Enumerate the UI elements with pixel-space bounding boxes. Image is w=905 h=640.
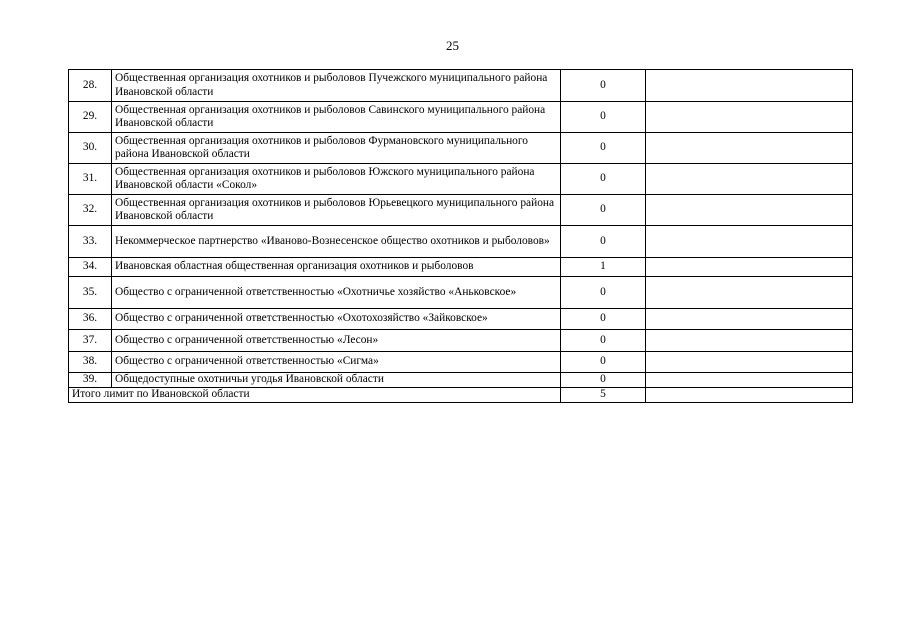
limit-value: 0 bbox=[561, 226, 646, 258]
table-row bbox=[69, 70, 853, 102]
organization-name: Ивановская областная общественная организация охотников и рыболовов bbox=[112, 258, 561, 277]
empty-cell bbox=[646, 388, 853, 403]
row-number: 37. bbox=[69, 330, 112, 352]
organization-name: Общество с ограниченной ответственностью «Лесон» bbox=[112, 330, 561, 352]
row-number: 39. bbox=[69, 373, 112, 388]
empty-cell bbox=[646, 258, 853, 277]
empty-cell bbox=[646, 330, 853, 352]
row-number: 38. bbox=[69, 352, 112, 373]
organization-name: Общество с ограниченной ответственностью «Охотничье хозяйство «Аньковское» bbox=[112, 277, 561, 309]
empty-cell bbox=[646, 102, 853, 133]
row-number: 34. bbox=[69, 258, 112, 277]
empty-cell bbox=[646, 164, 853, 195]
total-row bbox=[69, 388, 853, 403]
empty-cell bbox=[646, 195, 853, 226]
organization-name: Общественная организация охотников и рыболовов Фурмановского муниципального района Ивановской области bbox=[112, 133, 561, 164]
limit-value: 0 bbox=[561, 330, 646, 352]
table-row bbox=[69, 309, 853, 330]
empty-cell bbox=[646, 133, 853, 164]
table-row bbox=[69, 373, 853, 388]
row-number: 36. bbox=[69, 309, 112, 330]
limit-value: 0 bbox=[561, 373, 646, 388]
limit-value: 0 bbox=[561, 102, 646, 133]
row-number: 33. bbox=[69, 226, 112, 258]
limit-value: 0 bbox=[561, 277, 646, 309]
hunting-limits-table bbox=[68, 69, 853, 403]
empty-cell bbox=[646, 352, 853, 373]
empty-cell bbox=[646, 70, 853, 102]
limit-value: 1 bbox=[561, 258, 646, 277]
total-value: 5 bbox=[561, 388, 646, 403]
limit-value: 0 bbox=[561, 164, 646, 195]
row-number: 30. bbox=[69, 133, 112, 164]
empty-cell bbox=[646, 373, 853, 388]
empty-cell bbox=[646, 309, 853, 330]
table-row bbox=[69, 258, 853, 277]
table-row bbox=[69, 277, 853, 309]
limit-value: 0 bbox=[561, 309, 646, 330]
organization-name: Некоммерческое партнерство «Иваново-Вознесенское общество охотников и рыболовов» bbox=[112, 226, 561, 258]
table-row bbox=[69, 226, 853, 258]
empty-cell bbox=[646, 277, 853, 309]
organization-name: Общество с ограниченной ответственностью «Сигма» bbox=[112, 352, 561, 373]
table-row bbox=[69, 164, 853, 195]
organization-name: Общество с ограниченной ответственностью «Охотохозяйство «Зайковское» bbox=[112, 309, 561, 330]
organization-name: Общественная организация охотников и рыболовов Пучежского муниципального района Ивановской области bbox=[112, 70, 561, 102]
row-number: 28. bbox=[69, 70, 112, 102]
row-number: 35. bbox=[69, 277, 112, 309]
row-number: 29. bbox=[69, 102, 112, 133]
table-row bbox=[69, 352, 853, 373]
limit-value: 0 bbox=[561, 195, 646, 226]
table-row bbox=[69, 330, 853, 352]
organization-name: Общедоступные охотничьи угодья Ивановской области bbox=[112, 373, 561, 388]
table-row bbox=[69, 133, 853, 164]
total-label: Итого лимит по Ивановской области bbox=[69, 388, 561, 403]
limit-value: 0 bbox=[561, 70, 646, 102]
limit-value: 0 bbox=[561, 133, 646, 164]
row-number: 32. bbox=[69, 195, 112, 226]
table-row bbox=[69, 102, 853, 133]
organization-name: Общественная организация охотников и рыболовов Юрьевецкого муниципального района Ивановской области bbox=[112, 195, 561, 226]
page-number: 25 bbox=[446, 38, 459, 53]
table-row bbox=[69, 195, 853, 226]
row-number: 31. bbox=[69, 164, 112, 195]
organization-name: Общественная организация охотников и рыболовов Южского муниципального района Ивановской области «Сокол» bbox=[112, 164, 561, 195]
organization-name: Общественная организация охотников и рыболовов Савинского муниципального района Ивановской области bbox=[112, 102, 561, 133]
limit-value: 0 bbox=[561, 352, 646, 373]
empty-cell bbox=[646, 226, 853, 258]
